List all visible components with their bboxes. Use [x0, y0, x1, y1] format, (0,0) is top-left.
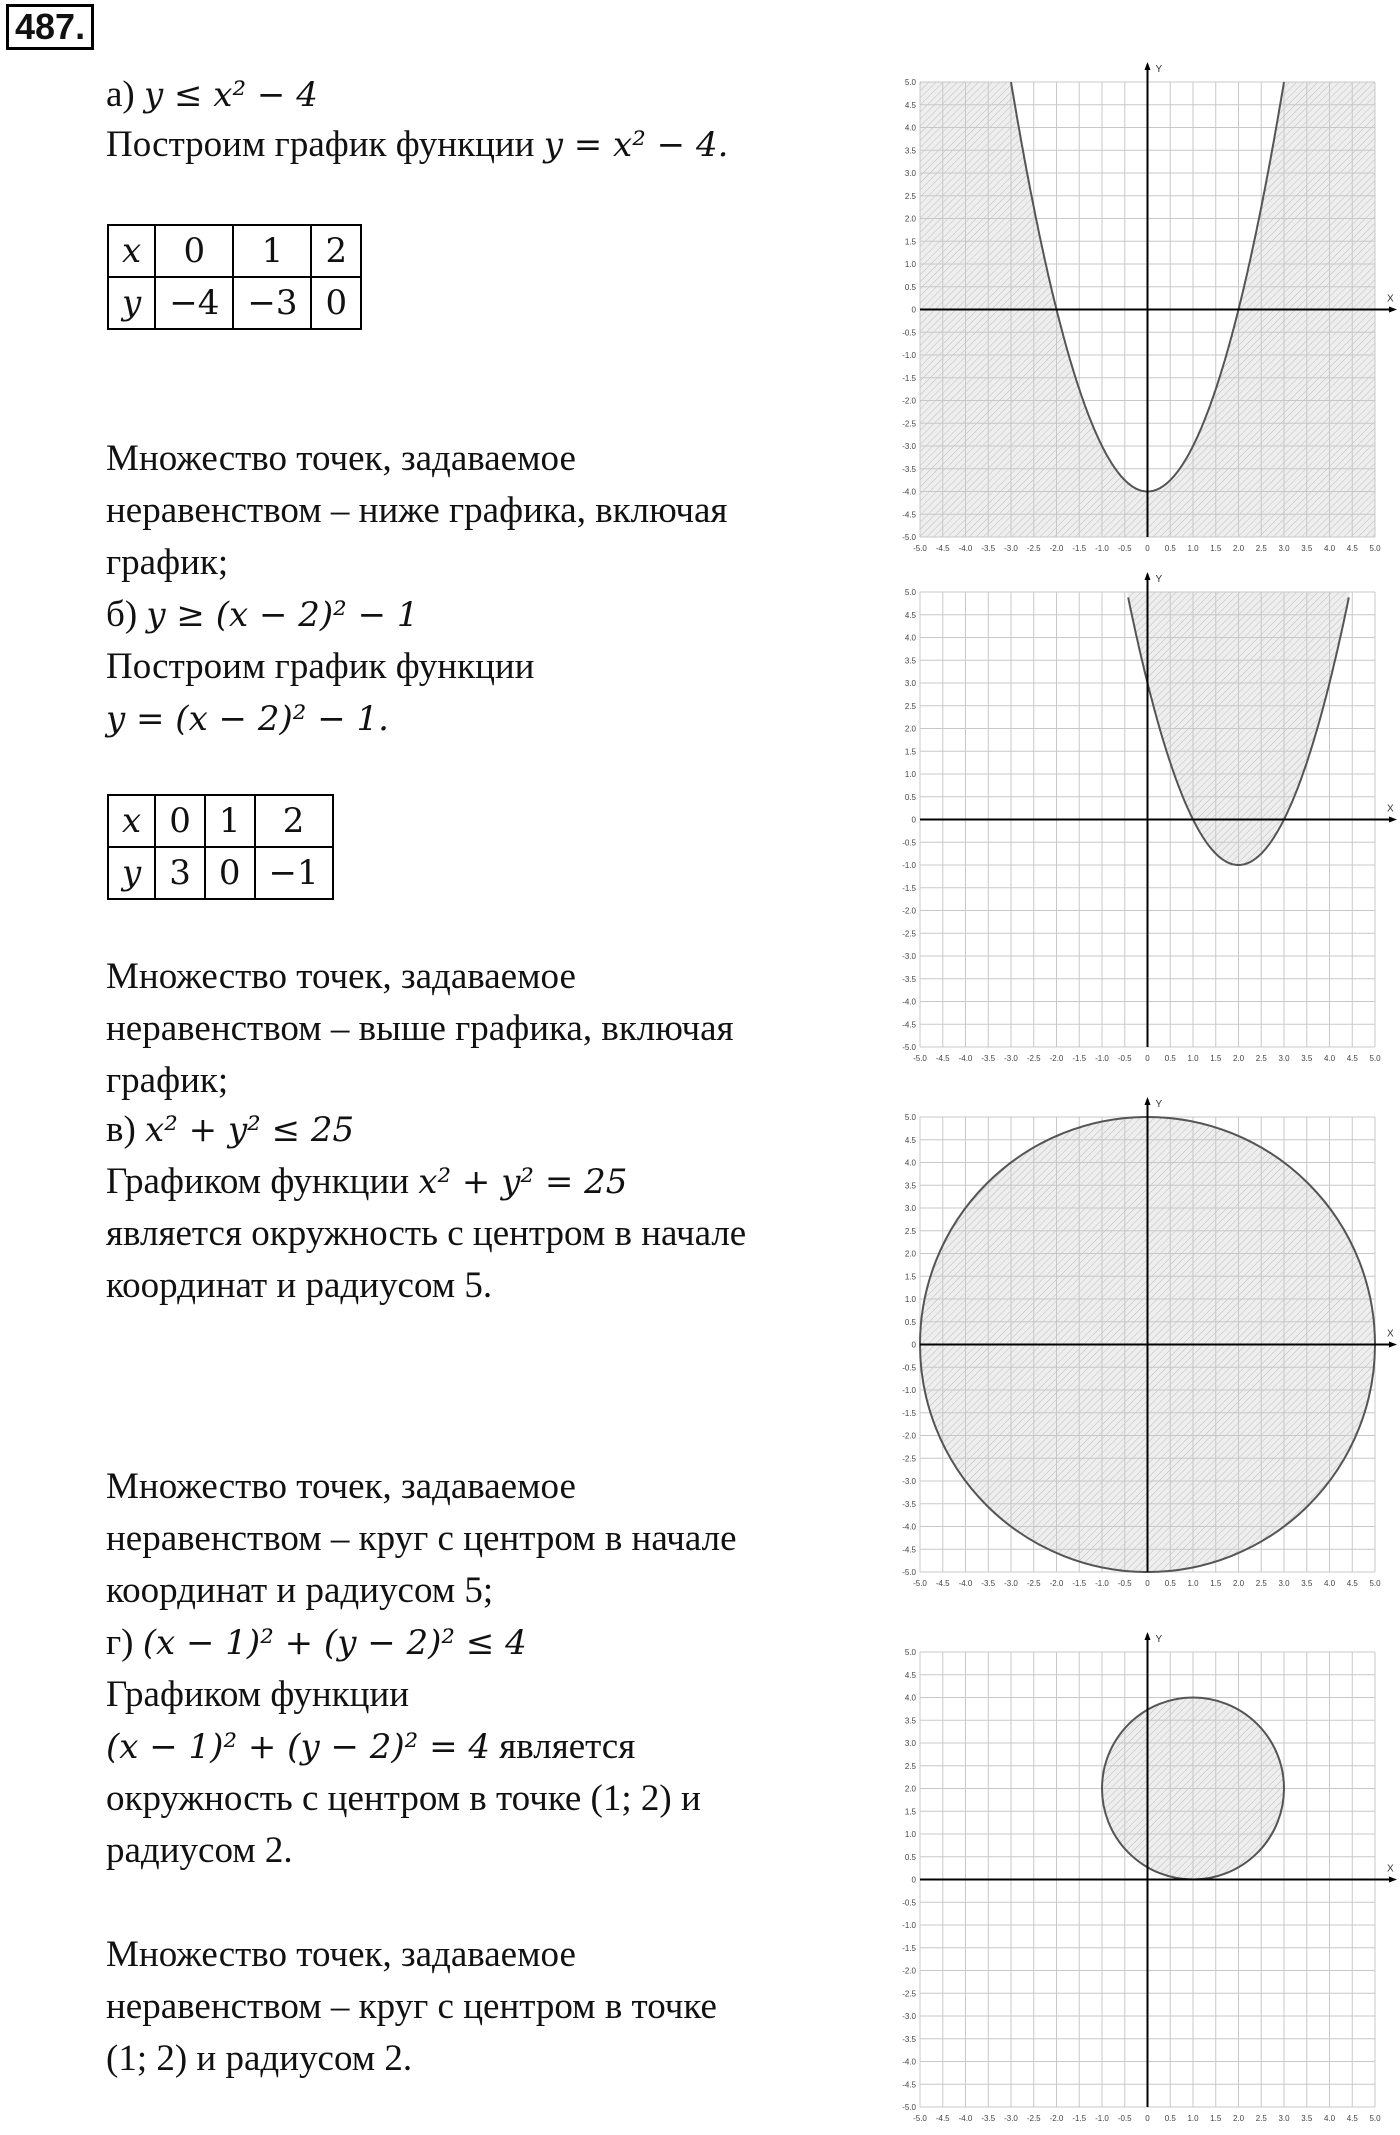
x-tick-label: 4.0 [1323, 1054, 1336, 1063]
y-tick-label: 3.0 [904, 1204, 916, 1213]
y-tick-label: -0.5 [902, 328, 916, 338]
x-tick-label: -1.5 [1072, 1054, 1087, 1063]
x-tick-label: 2.0 [1232, 1054, 1245, 1063]
table-header-x: x [108, 795, 155, 847]
x-tick-label: -3.5 [981, 544, 996, 553]
x-axis-label: X [1387, 803, 1394, 815]
y-tick-label: 2.5 [904, 701, 916, 711]
x-tick-label: 3.5 [1301, 2114, 1313, 2123]
part-c-graph-of: Графиком функции [106, 1161, 410, 1202]
part-c-conclusion-2: неравенством – круг с центром в начале [106, 1518, 737, 1559]
table-row [108, 847, 333, 899]
x-tick-label: -5.0 [913, 1579, 927, 1588]
y-tick-label: -2.5 [902, 419, 916, 429]
x-tick-label: -3.0 [1004, 1579, 1018, 1588]
part-d-label: г) [106, 1622, 134, 1663]
plot-d [880, 1630, 1400, 2135]
y-tick-label: -4.0 [902, 997, 916, 1007]
y-tick-label: 4.0 [904, 633, 916, 643]
x-tick-label: 2.0 [1232, 1579, 1245, 1588]
x-tick-label: -4.0 [958, 2114, 973, 2123]
table-cell: 1 [233, 225, 311, 277]
part-c-desc-1: является окружность с центром в начале [106, 1213, 747, 1254]
x-tick-label: 0 [1145, 544, 1150, 553]
x-tick-label: 3.0 [1278, 2114, 1290, 2123]
part-b-conclusion-1: Множество точек, задаваемое [106, 956, 576, 997]
x-tick-label: 4.5 [1346, 2114, 1358, 2123]
y-tick-label: -2.0 [902, 1966, 916, 1976]
table-cell: −4 [155, 277, 233, 329]
y-tick-label: -3.5 [902, 464, 916, 474]
x-axis-arrow [1389, 1342, 1397, 1348]
part-a-inequality-text: y ≤ x² − 4 [144, 75, 318, 115]
x-tick-label: -4.5 [935, 1579, 950, 1588]
y-tick-label: -4.5 [902, 2080, 916, 2090]
x-tick-label: -2.0 [1049, 1579, 1064, 1588]
part-d-equation-suffix: является [499, 1726, 636, 1767]
y-tick-label: 0.5 [904, 1317, 916, 1327]
table-cell: 1 [205, 795, 255, 847]
table-cell: 2 [311, 225, 361, 277]
part-c-conclusion-1: Множество точек, задаваемое [106, 1466, 576, 1507]
part-d-conclusion-1: Множество точек, задаваемое [106, 1934, 576, 1975]
part-b-conclusion-3: график; [106, 1060, 229, 1101]
y-tick-label: 2.5 [904, 191, 916, 201]
y-tick-label: 3.0 [904, 1739, 916, 1748]
table-row [108, 795, 333, 847]
x-axis-arrow [1389, 307, 1397, 313]
x-tick-label: 5.0 [1369, 1579, 1381, 1588]
x-tick-label: -2.5 [1026, 1054, 1041, 1063]
x-tick-label: -5.0 [913, 2114, 927, 2123]
part-d-desc-2: радиусом 2. [106, 1830, 293, 1871]
x-tick-label: 2.5 [1255, 544, 1267, 553]
part-a-build-line [106, 120, 728, 170]
x-tick-label: -2.0 [1049, 544, 1064, 553]
y-tick-label: -1.5 [902, 373, 916, 383]
x-tick-label: 4.5 [1346, 1054, 1358, 1063]
part-c-inequality-text: x² + y² ≤ 25 [145, 1110, 355, 1150]
y-tick-label: -4.0 [902, 1522, 916, 1532]
y-tick-label: 3.0 [904, 679, 916, 688]
part-c-desc-2: координат и радиусом 5. [106, 1265, 493, 1306]
x-tick-label: -0.5 [1117, 544, 1132, 553]
table-cell: 0 [205, 847, 255, 899]
y-axis-label: Y [1155, 1099, 1163, 1110]
y-tick-label: 4.0 [904, 123, 916, 133]
x-tick-label: 0 [1145, 2114, 1150, 2123]
part-c-graph-line [106, 1157, 627, 1207]
y-axis-arrow [1145, 62, 1151, 70]
x-tick-label: -1.5 [1072, 2114, 1087, 2123]
y-tick-label: -5.0 [902, 1568, 916, 1577]
part-d-equation: (x − 1)² + (y − 2)² = 4 [106, 1727, 491, 1767]
y-tick-label: 0 [911, 305, 916, 315]
x-tick-label: -2.0 [1049, 2114, 1064, 2123]
x-tick-label: -3.0 [1004, 2114, 1018, 2123]
part-b-label: б) [106, 594, 138, 635]
part-d-inequality-text: (x − 1)² + (y − 2)² ≤ 4 [142, 1623, 527, 1663]
y-tick-label: -0.5 [902, 1363, 916, 1373]
table-cell: 2 [255, 795, 333, 847]
part-a-inequality [106, 70, 318, 120]
y-tick-label: 2.0 [904, 214, 916, 224]
x-tick-label: 1.5 [1210, 544, 1222, 553]
y-tick-label: -0.5 [902, 1898, 916, 1908]
x-tick-label: 4.5 [1346, 1579, 1358, 1588]
y-tick-label: -1.0 [902, 1386, 916, 1395]
y-tick-label: -5.0 [902, 1043, 916, 1052]
x-tick-label: 3.5 [1301, 1579, 1313, 1588]
y-tick-label: -0.5 [902, 838, 916, 848]
y-tick-label: 2.5 [904, 1226, 916, 1236]
y-tick-label: -2.5 [902, 1989, 916, 1999]
x-tick-label: -3.0 [1004, 544, 1018, 553]
x-tick-label: -1.5 [1072, 544, 1087, 553]
x-tick-label: 4.0 [1323, 1579, 1336, 1588]
x-tick-label: -1.5 [1072, 1579, 1087, 1588]
y-tick-label: -3.0 [902, 442, 916, 451]
x-tick-label: -1.0 [1095, 2114, 1109, 2123]
x-tick-label: 3.5 [1301, 1054, 1313, 1063]
x-tick-label: -4.0 [958, 1579, 973, 1588]
part-a-conclusion-1: Множество точек, задаваемое [106, 438, 576, 479]
y-axis-arrow [1145, 1097, 1151, 1105]
plot-c [880, 1095, 1400, 1600]
x-tick-label: 4.0 [1323, 2114, 1336, 2123]
x-tick-label: 5.0 [1369, 544, 1381, 553]
y-tick-label: 4.5 [904, 1135, 916, 1145]
x-axis-label: X [1387, 1863, 1394, 1875]
x-tick-label: -3.0 [1004, 1054, 1018, 1063]
y-tick-label: 0.5 [904, 1852, 916, 1862]
y-tick-label: 1.5 [904, 747, 916, 757]
plot-b [880, 570, 1400, 1075]
x-tick-label: -0.5 [1117, 1579, 1132, 1588]
y-tick-label: -1.5 [902, 1943, 916, 1953]
x-tick-label: 0.5 [1164, 1054, 1176, 1063]
x-tick-label: -4.5 [935, 544, 950, 553]
part-c-conclusion-3: координат и радиусом 5; [106, 1570, 494, 1611]
x-tick-label: 3.0 [1278, 544, 1290, 553]
y-tick-label: 3.5 [904, 146, 916, 156]
x-tick-label: -4.5 [935, 1054, 950, 1063]
y-axis-label: Y [1155, 64, 1163, 75]
y-axis-label: Y [1155, 1634, 1163, 1645]
part-d-conclusion-3: (1; 2) и радиусом 2. [106, 2038, 413, 2079]
x-tick-label: 0 [1145, 1579, 1150, 1588]
y-tick-label: 5.0 [904, 1113, 916, 1122]
x-tick-label: 0 [1145, 1054, 1150, 1063]
y-tick-label: -1.0 [902, 351, 916, 360]
y-tick-label: -1.5 [902, 883, 916, 893]
y-tick-label: 5.0 [904, 78, 916, 87]
plot-a [880, 60, 1400, 565]
part-b-inequality [106, 590, 419, 640]
y-tick-label: 3.5 [904, 1181, 916, 1191]
x-tick-label: 1.0 [1187, 2114, 1199, 2123]
y-tick-label: 2.0 [904, 1249, 916, 1259]
y-tick-label: -5.0 [902, 533, 916, 542]
y-tick-label: 4.5 [904, 100, 916, 110]
y-tick-label: 5.0 [904, 1648, 916, 1657]
y-tick-label: 1.0 [904, 770, 916, 779]
table-row [108, 225, 361, 277]
part-b-inequality-text: y ≥ (x − 2)² − 1 [146, 595, 419, 635]
x-tick-label: -4.5 [935, 2114, 950, 2123]
x-axis-arrow [1389, 1877, 1397, 1883]
x-tick-label: -2.5 [1026, 544, 1041, 553]
x-tick-label: -5.0 [913, 544, 927, 553]
x-tick-label: 2.5 [1255, 2114, 1267, 2123]
y-tick-label: 3.5 [904, 656, 916, 666]
y-tick-label: -3.5 [902, 974, 916, 984]
y-axis-arrow [1145, 572, 1151, 580]
y-tick-label: 0.5 [904, 282, 916, 292]
x-tick-label: -1.0 [1095, 1054, 1109, 1063]
y-tick-label: -1.0 [902, 1921, 916, 1930]
x-tick-label: -1.0 [1095, 544, 1109, 553]
y-tick-label: 0 [911, 1340, 916, 1350]
x-axis-arrow [1389, 817, 1397, 823]
x-tick-label: -5.0 [913, 1054, 927, 1063]
part-c-inequality [106, 1105, 354, 1155]
x-tick-label: 4.0 [1323, 544, 1336, 553]
part-a-conclusion-2: неравенством – ниже графика, включая [106, 490, 728, 531]
part-a-value-table [107, 224, 362, 330]
part-c-label: в) [106, 1109, 136, 1150]
y-tick-label: -4.0 [902, 2057, 916, 2067]
part-a-build-text: Построим график функции [106, 124, 535, 165]
part-a-conclusion-3: график; [106, 542, 229, 583]
y-tick-label: 4.0 [904, 1693, 916, 1703]
table-cell: 3 [155, 847, 205, 899]
part-d-graph-of: Графиком функции [106, 1674, 410, 1715]
table-row [108, 277, 361, 329]
y-tick-label: 4.5 [904, 1670, 916, 1680]
x-tick-label: -3.5 [981, 1054, 996, 1063]
y-tick-label: 1.0 [904, 1295, 916, 1304]
y-tick-label: -3.0 [902, 952, 916, 961]
table-header-y: y [108, 847, 155, 899]
part-d-equation-line [106, 1722, 635, 1772]
x-axis-label: X [1387, 293, 1394, 305]
x-tick-label: 0.5 [1164, 2114, 1176, 2123]
y-tick-label: -3.0 [902, 2012, 916, 2021]
x-tick-label: 1.5 [1210, 1579, 1222, 1588]
y-tick-label: 5.0 [904, 588, 916, 597]
part-b-function: y = (x − 2)² − 1. [106, 699, 389, 739]
y-tick-label: -1.0 [902, 861, 916, 870]
x-tick-label: 1.5 [1210, 1054, 1222, 1063]
x-tick-label: -2.5 [1026, 1579, 1041, 1588]
x-tick-label: -0.5 [1117, 1054, 1132, 1063]
x-tick-label: -0.5 [1117, 2114, 1132, 2123]
table-header-x: x [108, 225, 155, 277]
y-tick-label: 3.5 [904, 1716, 916, 1726]
part-a-label: а) [106, 74, 135, 115]
y-tick-label: -3.5 [902, 2034, 916, 2044]
y-tick-label: -4.5 [902, 510, 916, 520]
y-tick-label: 1.5 [904, 237, 916, 247]
part-d-desc-1: окружность с центром в точке (1; 2) и [106, 1778, 701, 1819]
y-tick-label: 0 [911, 1875, 916, 1885]
y-tick-label: 2.5 [904, 1761, 916, 1771]
part-c-equation: x² + y² = 25 [418, 1162, 628, 1202]
x-tick-label: 0.5 [1164, 1579, 1176, 1588]
x-tick-label: 2.5 [1255, 1579, 1267, 1588]
y-tick-label: 0.5 [904, 792, 916, 802]
y-axis-arrow [1145, 1632, 1151, 1640]
y-tick-label: 1.0 [904, 260, 916, 269]
x-tick-label: 1.5 [1210, 2114, 1222, 2123]
y-axis-label: Y [1155, 574, 1163, 585]
table-cell: 0 [311, 277, 361, 329]
x-tick-label: -4.0 [958, 544, 973, 553]
y-tick-label: 1.0 [904, 1830, 916, 1839]
x-tick-label: 0.5 [1164, 544, 1176, 553]
part-d-conclusion-2: неравенством – круг с центром в точке [106, 1986, 717, 2027]
y-tick-label: 2.0 [904, 724, 916, 734]
y-tick-label: -4.5 [902, 1545, 916, 1555]
x-tick-label: 3.0 [1278, 1579, 1290, 1588]
x-tick-label: -2.5 [1026, 2114, 1041, 2123]
table-cell: −1 [255, 847, 333, 899]
y-tick-label: -3.0 [902, 1477, 916, 1486]
x-tick-label: 5.0 [1369, 2114, 1381, 2123]
part-b-value-table [107, 794, 334, 900]
y-tick-label: 2.0 [904, 1784, 916, 1794]
y-tick-label: 4.5 [904, 610, 916, 620]
x-tick-label: 5.0 [1369, 1054, 1381, 1063]
x-tick-label: 4.5 [1346, 544, 1358, 553]
y-tick-label: 1.5 [904, 1272, 916, 1282]
x-tick-label: 2.5 [1255, 1054, 1267, 1063]
x-tick-label: 1.0 [1187, 1579, 1199, 1588]
table-cell: −3 [233, 277, 311, 329]
y-tick-label: 1.5 [904, 1807, 916, 1817]
x-tick-label: -4.0 [958, 1054, 973, 1063]
part-d-inequality [106, 1618, 527, 1668]
y-tick-label: -2.5 [902, 1454, 916, 1464]
x-axis-label: X [1387, 1328, 1394, 1340]
x-tick-label: 3.5 [1301, 544, 1313, 553]
x-tick-label: -1.0 [1095, 1579, 1109, 1588]
x-tick-label: 2.0 [1232, 2114, 1245, 2123]
x-tick-label: -3.5 [981, 2114, 996, 2123]
y-tick-label: -2.0 [902, 396, 916, 406]
y-tick-label: -5.0 [902, 2103, 916, 2112]
y-tick-label: -4.0 [902, 487, 916, 497]
part-a-function: y = x² − 4. [543, 125, 729, 165]
y-tick-label: 0 [911, 815, 916, 825]
part-b-build-text: Построим график функции [106, 646, 535, 687]
table-header-y: y [108, 277, 155, 329]
problem-number: 487. [6, 4, 94, 50]
x-tick-label: 3.0 [1278, 1054, 1290, 1063]
x-tick-label: 2.0 [1232, 544, 1245, 553]
y-tick-label: -3.5 [902, 1499, 916, 1509]
y-tick-label: 3.0 [904, 169, 916, 178]
x-tick-label: -3.5 [981, 1579, 996, 1588]
y-tick-label: -1.5 [902, 1408, 916, 1418]
y-tick-label: -2.0 [902, 1431, 916, 1441]
y-tick-label: 4.0 [904, 1158, 916, 1168]
x-tick-label: -2.0 [1049, 1054, 1064, 1063]
x-tick-label: 1.0 [1187, 1054, 1199, 1063]
y-tick-label: -2.0 [902, 906, 916, 916]
x-tick-label: 1.0 [1187, 544, 1199, 553]
table-cell: 0 [155, 225, 233, 277]
y-tick-label: -4.5 [902, 1020, 916, 1030]
y-tick-label: -2.5 [902, 929, 916, 939]
part-b-conclusion-2: неравенством – выше графика, включая [106, 1008, 734, 1049]
table-cell: 0 [155, 795, 205, 847]
